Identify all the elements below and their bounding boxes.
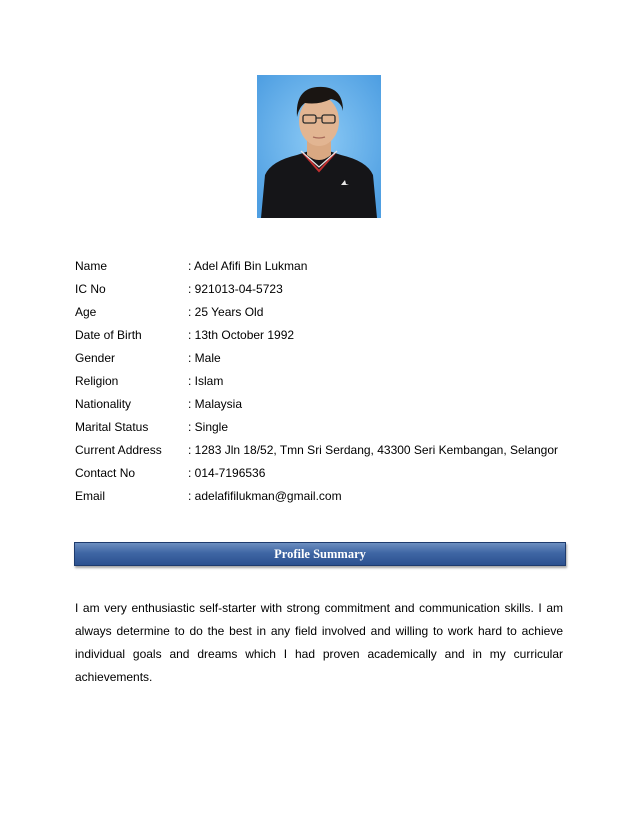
detail-value: : Malaysia: [188, 397, 243, 411]
detail-row: [75, 256, 575, 279]
detail-value: : adelafifilukman@gmail.com: [188, 489, 342, 503]
detail-row: [75, 302, 575, 325]
detail-value: : Single: [188, 420, 229, 434]
personal-details: [75, 256, 575, 509]
detail-label: IC No: [75, 282, 106, 296]
detail-row: [75, 348, 575, 371]
detail-label: Current Address: [75, 443, 162, 457]
detail-row: [75, 279, 575, 302]
detail-label: Email: [75, 489, 106, 503]
section-title: Profile Summary: [274, 546, 366, 561]
detail-label: Nationality: [75, 397, 132, 411]
detail-label: Age: [75, 305, 97, 319]
detail-row: [75, 440, 575, 463]
detail-value: : 13th October 1992: [188, 328, 295, 342]
detail-row: [75, 394, 575, 417]
detail-row: [75, 325, 575, 348]
detail-row: [75, 371, 575, 394]
detail-value: : Islam: [188, 374, 224, 388]
detail-label: Contact No: [75, 466, 136, 480]
profile-summary-text: I am very enthusiastic self-starter with strong commitment and communication skills. I am always determine to do the best in any field involved and willing to work hard to achieve individual goals and dreams which I had proven academically and in my curricular achievements.: [75, 601, 563, 684]
detail-value: : 014-7196536: [188, 466, 266, 480]
detail-value: : Male: [188, 351, 221, 365]
detail-label: Name: [75, 259, 108, 273]
detail-row: [75, 417, 575, 440]
detail-row: [75, 463, 575, 486]
detail-value: : 25 Years Old: [188, 305, 264, 319]
detail-label: Gender: [75, 351, 116, 365]
detail-value: : 921013-04-5723: [188, 282, 283, 296]
profile-summary-header: [74, 542, 566, 566]
profile-photo: [257, 75, 381, 218]
detail-label: Marital Status: [75, 420, 149, 434]
detail-value: : Adel Afifi Bin Lukman: [188, 259, 308, 273]
detail-value: : 1283 Jln 18/52, Tmn Sri Serdang, 43300 Seri Kembangan, Selangor: [188, 443, 559, 457]
detail-label: Religion: [75, 374, 119, 388]
detail-row: [75, 486, 575, 509]
detail-label: Date of Birth: [75, 328, 142, 342]
